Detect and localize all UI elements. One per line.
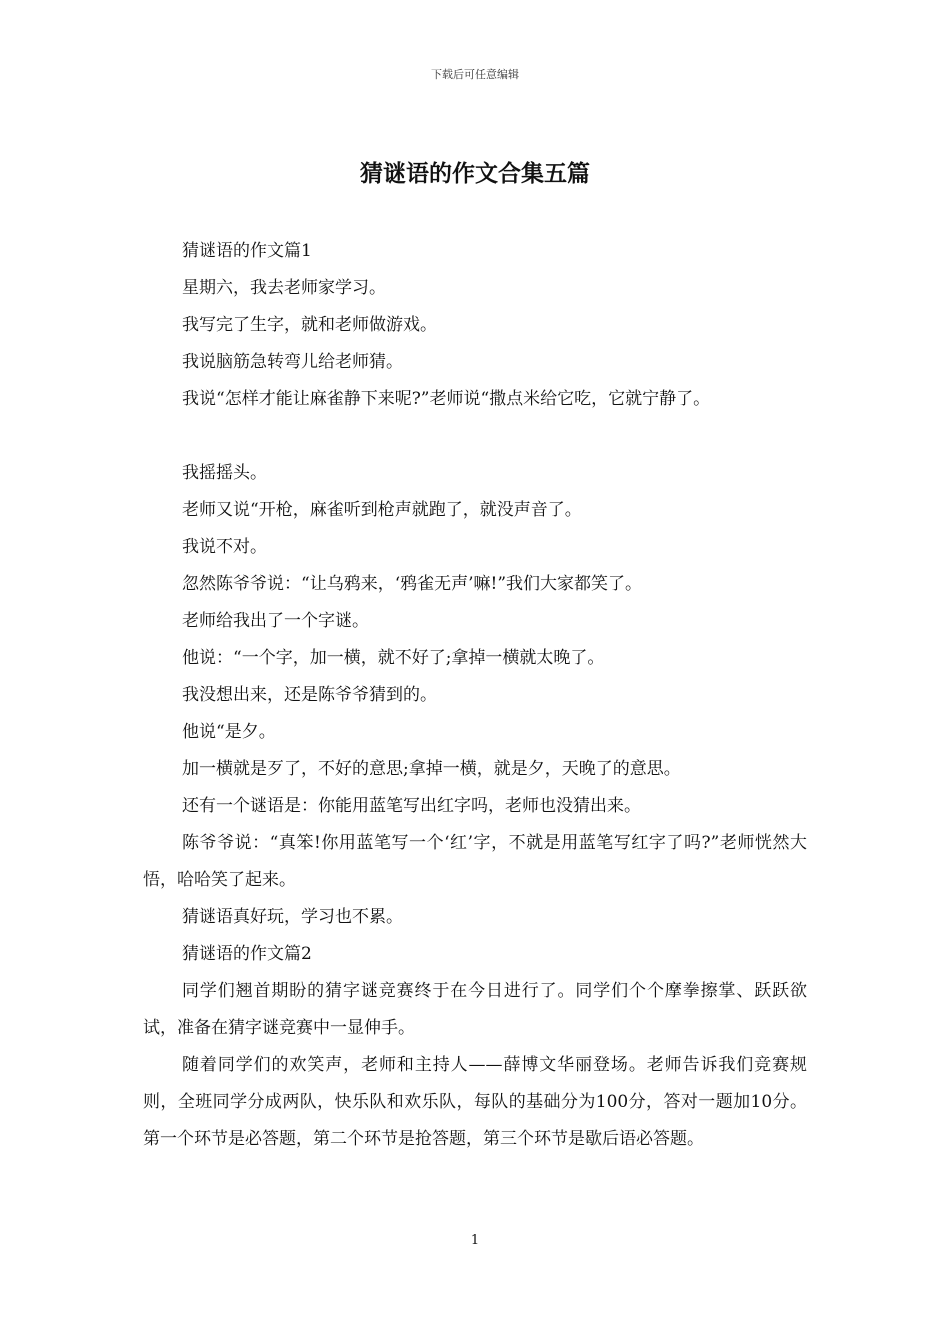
paragraph: 我写完了生字，就和老师做游戏。 bbox=[182, 315, 437, 335]
paragraph: 忽然陈爷爷说：“让乌鸦来，‘鸦雀无声’嘛!”我们大家都笑了。 bbox=[182, 574, 643, 594]
paragraph: 同学们翘首期盼的猜字谜竞赛终于在今日进行了。同学们个个摩拳擦掌、跃跃欲试，准备在猜字谜竞赛中一显伸手。 bbox=[143, 981, 807, 1038]
paragraph: 他说：“一个字，加一横，就不好了;拿掉一横就太晚了。 bbox=[182, 648, 605, 668]
paragraph: 星期六，我去老师家学习。 bbox=[182, 278, 386, 298]
paragraph: 随着同学们的欢笑声，老师和主持人——薛博文华丽登场。老师告诉我们竞赛规则，全班同学分成两队，快乐队和欢乐队，每队的基础分为100分，答对一题加10分。第一个环节是必答题，第二个环节是抢答题，第三个环节是歇后语必答题。 bbox=[143, 1055, 807, 1149]
paragraph: 我说不对。 bbox=[182, 537, 267, 557]
section-heading: 猜谜语的作文篇1 bbox=[182, 241, 312, 261]
paragraph: 他说“是夕。 bbox=[182, 722, 276, 742]
paragraph: 老师给我出了一个字谜。 bbox=[182, 611, 369, 631]
paragraph: 我没想出来，还是陈爷爷猜到的。 bbox=[182, 685, 437, 705]
page-number: 1 bbox=[470, 1233, 480, 1248]
paragraph: 我摇摇头。 bbox=[182, 463, 267, 483]
section-heading: 猜谜语的作文篇2 bbox=[182, 944, 312, 964]
document-title: 猜谜语的作文合集五篇 bbox=[360, 160, 590, 187]
paragraph: 陈爷爷说：“真笨!你用蓝笔写一个‘红’字，不就是用蓝笔写红字了吗?”老师恍然大悟，哈哈笑了起来。 bbox=[143, 833, 807, 890]
paragraph: 还有一个谜语是：你能用蓝笔写出红字吗，老师也没猜出来。 bbox=[182, 796, 641, 816]
page-header-note: 下载后可任意编辑 bbox=[431, 68, 519, 81]
paragraph: 猜谜语真好玩，学习也不累。 bbox=[182, 907, 403, 927]
blank-line bbox=[143, 418, 807, 455]
paragraph: 老师又说“开枪，麻雀听到枪声就跑了，就没声音了。 bbox=[182, 500, 582, 520]
paragraph: 加一横就是歹了，不好的意思;拿掉一横，就是夕，天晚了的意思。 bbox=[182, 759, 681, 779]
paragraph: 我说“怎样才能让麻雀静下来呢?”老师说“撒点米给它吃，它就宁静了。 bbox=[182, 389, 711, 409]
paragraph: 我说脑筋急转弯儿给老师猜。 bbox=[182, 352, 403, 372]
document-body bbox=[143, 233, 807, 1158]
